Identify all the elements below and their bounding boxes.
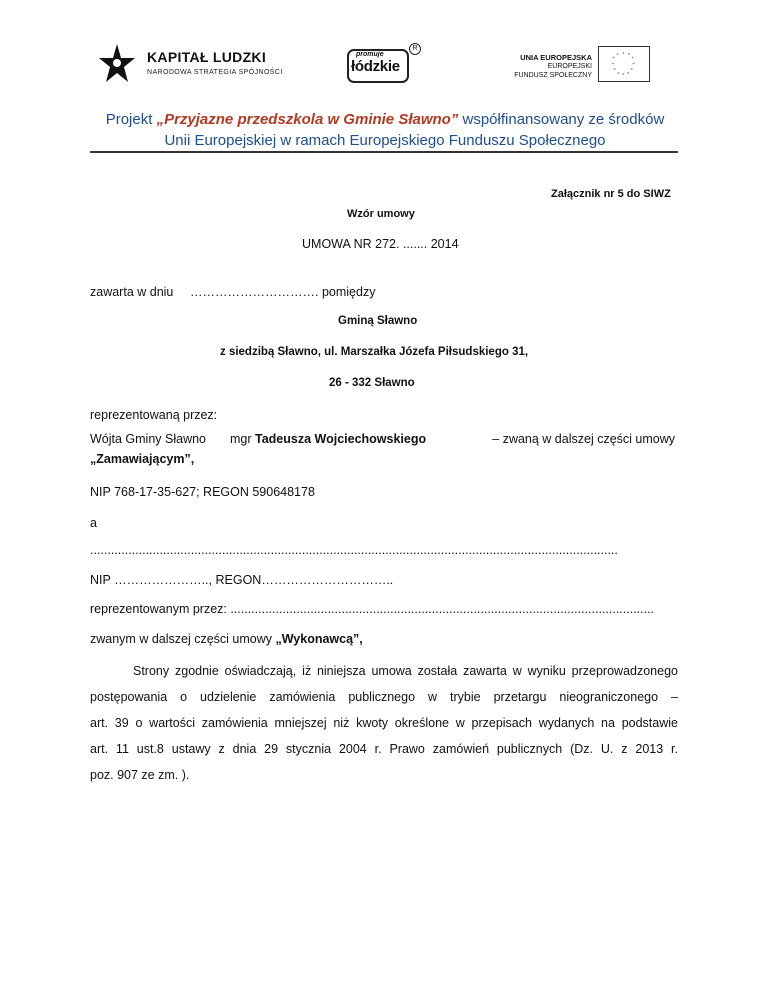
contractor-called: [90, 632, 363, 646]
paragraph-line: poz. 907 ze zm. ).: [90, 768, 190, 782]
kapital-ludzki-star-icon: [95, 42, 139, 88]
registered-icon: R: [409, 43, 421, 55]
svg-text:*: *: [631, 57, 634, 63]
project-line1: [60, 109, 710, 130]
ordering-party: „Zamawiającym”,: [90, 452, 195, 466]
project-prefix: Projekt: [105, 111, 157, 128]
svg-text:*: *: [622, 73, 625, 79]
party-municipality: Gminą Sławno: [338, 315, 418, 327]
mayor-called: – zwaną w dalszej części umowy: [492, 432, 675, 446]
represented-by: reprezentowaną przez:: [90, 408, 218, 422]
concluded-label: zawarta w dniu: [90, 285, 174, 299]
concluded-on: [90, 285, 376, 299]
contractor-represented-by: reprezentowanym przez: ..........................................................................................................................: [90, 602, 655, 616]
eu-text: [514, 53, 592, 80]
eu-line2: EUROPEJSKI: [547, 63, 592, 70]
conjunction-a: a: [90, 516, 97, 530]
project-title: „Przyjazne przedszkola w Gminie Sławno”: [156, 111, 459, 128]
project-header: [60, 109, 710, 151]
contractor-called-text: zwanym w dalszej części umowy: [90, 632, 276, 646]
ordering-party-label: [90, 452, 194, 466]
contractor-label: „Wykonawcą”,: [275, 632, 363, 646]
template-title: Wzór umowy: [347, 208, 415, 220]
svg-text:*: *: [613, 68, 616, 74]
municipality-nip-regon: NIP 768-17-35-627; REGON 590648178: [90, 485, 315, 499]
paragraph-line: art. 39 o wartości zamówienia mniejszej niż kwoty określone w przepisach wydanych na podstawie: [90, 716, 678, 730]
attachment-label: Załącznik nr 5 do SIWZ: [551, 188, 671, 200]
contractor-nip-regon: NIP ………………….., REGON…………………………..: [90, 573, 394, 587]
svg-text:*: *: [627, 53, 631, 59]
svg-text:*: *: [626, 72, 630, 78]
svg-text:*: *: [616, 53, 619, 59]
svg-text:*: *: [611, 62, 615, 68]
contractor-name-placeholder: ........................................................................................................................................................: [90, 543, 618, 557]
lodzkie-big-text: łódzkie: [351, 58, 400, 75]
contract-number: UMOWA NR 272. ....... 2014: [302, 237, 459, 251]
kapital-ludzki-logo: [95, 42, 285, 88]
eu-line3: FUNDUSZ SPOŁECZNY: [514, 72, 592, 79]
svg-text:*: *: [612, 57, 616, 63]
kapital-ludzki-subtitle: NARODOWA STRATEGIA SPÓJNOŚCI: [147, 69, 283, 76]
paragraph-line: postępowania o udzielenie zamówienia publicznego w trybie przetargu nieograniczonego –: [90, 690, 678, 704]
header-divider: [90, 151, 678, 153]
lodzkie-logo: [347, 45, 419, 85]
svg-text:*: *: [630, 68, 633, 74]
mayor-name: Tadeusza Wojciechowskiego: [255, 432, 427, 446]
project-line2: Unii Europejskiej w ramach Europejskiego Funduszu Społecznego: [164, 132, 606, 149]
svg-text:*: *: [622, 52, 625, 58]
contract-paragraph: [90, 658, 678, 788]
eu-flag-icon: [598, 46, 650, 82]
svg-text:*: *: [632, 62, 635, 68]
party-address: z siedzibą Sławno, ul. Marszałka Józefa Piłsudskiego 31,: [220, 346, 529, 358]
mayor-title: Wójta Gminy Sławno: [90, 432, 207, 446]
paragraph-line: art. 11 ust.8 ustawy z dnia 29 stycznia 2004 r. Prawo zamówień publicznych (Dz. U. z 2013 r.: [90, 742, 678, 756]
concluded-date-placeholder: …………………………. pomiędzy: [190, 285, 376, 299]
mayor-degree: mgr: [230, 432, 255, 446]
paragraph-line: Strony zgodnie oświadczają, iż niniejsza umowa została zawarta w wyniku przeprowadzonego: [133, 664, 678, 678]
project-suffix: współfinansowany ze środków: [458, 111, 665, 128]
kapital-ludzki-title: KAPITAŁ LUDZKI: [147, 49, 267, 65]
mayor-name-wrap: [230, 432, 426, 446]
eu-line1: UNIA EUROPEJSKA: [520, 53, 592, 62]
party-postal-code: 26 - 332 Sławno: [329, 377, 415, 389]
svg-text:*: *: [617, 72, 620, 78]
lodzkie-small-text: promuje: [356, 51, 384, 58]
